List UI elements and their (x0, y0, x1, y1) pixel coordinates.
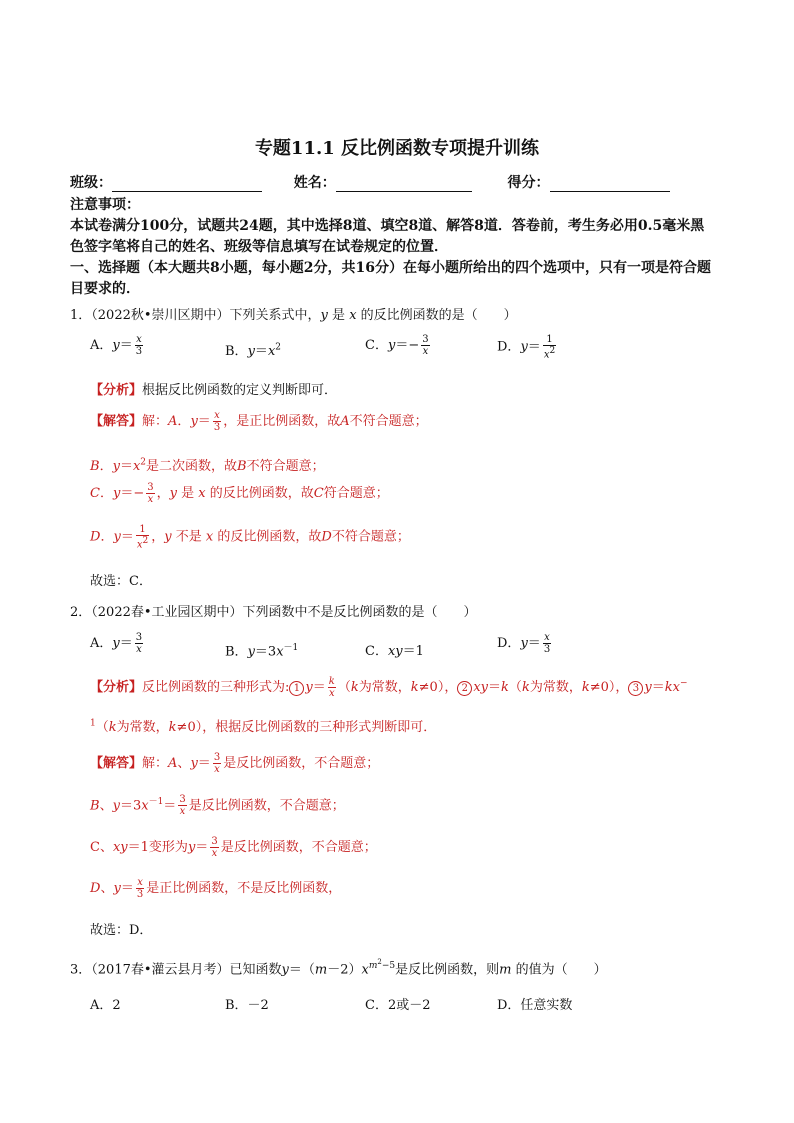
q1-stem: 1．（2022秋•崇川区期中）下列关系式中，y 是 x 的反比例函数的是（ ） (70, 308, 517, 323)
q2-option-b[interactable]: B．$y=3x^{-1}$ (225, 643, 299, 660)
q3-stem: 3．（2017春•灌云县月考）已知函数$y=(m-2)x^{m^2-5}$是反比例函数，则m 的值为（ ） (70, 958, 607, 978)
q1-option-c[interactable]: C．y＝− $\frac{3}{x}$ (365, 334, 429, 357)
notice-line-2: 色签字笔将自己的姓名、班级等信息填写在试卷规定的位置． (70, 239, 448, 255)
header-info-row (70, 172, 670, 192)
q2-option-d[interactable]: D．y＝ $\frac{x}{3}$ (497, 632, 551, 655)
class-label: 班级： (70, 175, 112, 191)
section-heading-line-1: 一、选择题（本大题共8小题，每小题2分，共16分）在每小题所给出的四个选项中，只有一项是符合题 (70, 260, 711, 276)
notice-line-1: 本试卷满分100分，试题共24题，其中选择8道、填空8道、解答8道．答卷前，考生务必用0.5毫米黑 (70, 218, 705, 234)
q1-solution-a: 【解答】解：A．y＝ $\frac{x}{3}$ ，是正比例函数，故A不符合题意； (90, 410, 428, 433)
q2-solution-b: B、$y=3x^{-1}=$ $\frac{3}{x}$ 是反比例函数，不合题意； (90, 794, 345, 818)
score-blank[interactable] (550, 177, 670, 192)
q2-analysis-line-2: $^1$（k为常数，k≠0），根据反比例函数的三种形式判断即可． (90, 718, 437, 735)
q1-solution-c: C．y＝− $\frac{3}{x}$ ，y 是 x 的反比例函数，故C符合题意； (90, 482, 389, 505)
page-title: 专题11.1 反比例函数专项提升训练 (254, 138, 540, 159)
q1-option-a[interactable]: A．y＝ $\frac{x}{3}$ (90, 334, 143, 357)
q1-solution-b: B．$y=x^2$是二次函数，故B不符合题意； (90, 457, 325, 474)
q2-option-a[interactable]: A．y＝ $\frac{3}{x}$ (90, 632, 143, 655)
q1-analysis: 【分析】根据反比例函数的定义判断即可． (90, 383, 338, 398)
name-label: 姓名： (293, 175, 336, 191)
q3-option-c[interactable]: C．2或－2 (365, 998, 431, 1013)
q1-solution-d: D．y＝ $\frac{1}{x^2}$ ，y 不是 x 的反比例函数，故D不符合题意； (90, 524, 410, 551)
q2-conclusion: 故选：D． (90, 923, 153, 938)
section-heading-line-2: 目要求的． (70, 281, 140, 297)
name-blank[interactable] (336, 177, 472, 192)
q3-option-d[interactable]: D．任意实数 (497, 998, 573, 1013)
q2-solution-c: C、xy＝1变形为y＝ $\frac{3}{x}$ 是反比例函数，不合题意； (90, 836, 377, 859)
class-blank[interactable] (112, 177, 262, 192)
q3-option-b[interactable]: B．－2 (225, 998, 269, 1013)
q2-stem: 2．（2022春•工业园区期中）下列函数中不是反比例函数的是（ ） (70, 605, 477, 620)
score-label: 得分： (507, 175, 550, 191)
q2-solution-d: D、y＝ $\frac{x}{3}$ 是正比例函数，不是反比例函数， (90, 877, 342, 900)
q2-solution-a: 【解答】解：A、y＝ $\frac{3}{x}$ 是反比例函数，不合题意； (90, 752, 380, 775)
q1-option-d[interactable]: D．y＝ $\frac{1}{x^2}$ (497, 334, 556, 361)
q2-option-c[interactable]: C．xy＝1 (365, 644, 424, 659)
q1-option-b[interactable]: B．$y=x^2$ (225, 342, 282, 359)
q3-option-a[interactable]: A．2 (90, 998, 121, 1013)
notice-label: 注意事项： (70, 197, 140, 213)
q2-analysis: 【分析】反比例函数的三种形式为: 1 y＝ $\frac{k}{x}$ （k为常数，k≠0）， 2 xy＝k（k为常数，k≠0）， 3 y＝kx− (90, 676, 688, 699)
q1-conclusion: 故选：C． (90, 574, 152, 589)
